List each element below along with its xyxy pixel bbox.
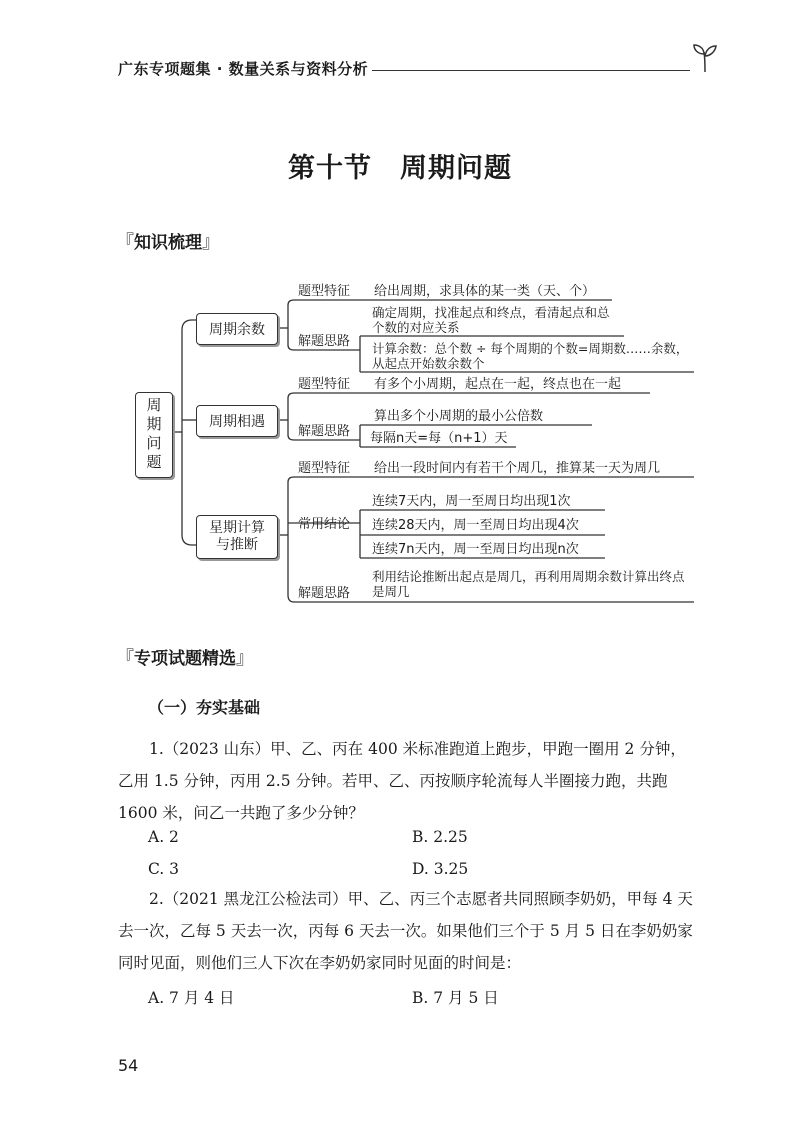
mindmap-b2-method-text-2: 每隔n天=每（n+1）天 bbox=[370, 431, 508, 446]
mindmap-branch-1-label: 周期余数 bbox=[209, 322, 265, 338]
question-2-text: 2.（2021 黑龙江公检法司）甲、乙、丙三个志愿者共同照顾李奶奶，甲每 4 天去一次，乙每 5 天去一次，丙每 6 天去一次。如果他们三个于 5 月 5 日在李奶奶家同时见面，则他们三人下次在李奶奶家同时见面的时间是： bbox=[118, 890, 693, 972]
mindmap-b3-method-text: 利用结论推断出起点是周几，再利用周期余数计算出终点是周几 bbox=[372, 569, 685, 599]
mindmap-b3-conclusion-label: 常用结论 bbox=[298, 517, 351, 532]
running-header: 广东专项题集 · 数量关系与资料分析 bbox=[118, 60, 369, 78]
question-1-option-d: D. 3.25 bbox=[412, 860, 469, 878]
mindmap-branch-1 bbox=[196, 313, 278, 345]
mindmap-b3-method-label: 解题思路 bbox=[298, 586, 351, 601]
section-heading-selected: 『专项试题精选』 bbox=[116, 648, 254, 669]
mindmap-b1-method-text-1: 确定周期，找准起点和终点，看清起点和总个数的对应关系 bbox=[372, 305, 610, 335]
mindmap-branch-3-label: 星期计算与推断 bbox=[209, 520, 265, 553]
mindmap-branch-3 bbox=[196, 515, 278, 559]
mindmap-b2-feature-label: 题型特征 bbox=[298, 377, 351, 392]
mindmap-b3-conclusion-2: 连续28天内，周一至周日均出现4次 bbox=[372, 518, 579, 533]
mindmap-branch-2-label: 周期相遇 bbox=[209, 414, 265, 430]
question-2-option-a: A. 7 月 4 日 bbox=[148, 989, 235, 1007]
mindmap-b3-feature-text: 给出一段时间内有若干个周几，推算某一天为周几 bbox=[374, 461, 661, 476]
page-number: 54 bbox=[118, 1056, 139, 1075]
mindmap-b2-method-label: 解题思路 bbox=[298, 424, 351, 439]
page-title: 第十节 周期问题 bbox=[288, 153, 512, 184]
section-heading-knowledge: 『知识梳理』 bbox=[116, 232, 220, 253]
question-2-option-b: B. 7 月 5 日 bbox=[412, 989, 499, 1007]
section-heading-knowledge-text: 知识梳理 bbox=[134, 233, 202, 253]
question-1-text: 1.（2023 山东）甲、乙、丙在 400 米标准跑道上跑步，甲跑一圈用 2 分钟，乙用 1.5 分钟，丙用 2.5 分钟。若甲、乙、丙按顺序轮流每人半圈接力跑，共跑 1600 米，问乙一共跑了多少分钟？ bbox=[118, 740, 686, 822]
question-1-option-c: C. 3 bbox=[148, 860, 180, 878]
mindmap-b3-conclusion-3: 连续7n天内，周一至周日均出现n次 bbox=[372, 542, 579, 557]
mindmap-branch-2 bbox=[196, 405, 278, 437]
mindmap-b1-method-label: 解题思路 bbox=[298, 334, 351, 349]
mindmap-b2-feature-text: 有多个小周期，起点在一起，终点也在一起 bbox=[374, 377, 622, 392]
mindmap-b2-method-text-1: 算出多个小周期的最小公倍数 bbox=[374, 409, 544, 424]
mindmap-b1-feature-label: 题型特征 bbox=[298, 284, 351, 299]
question-1-option-a: A. 2 bbox=[148, 828, 179, 846]
mindmap-root bbox=[135, 392, 173, 478]
mindmap-b1-feature-text: 给出周期，求具体的某一类（天、个） bbox=[374, 284, 596, 299]
question-1-option-b: B. 2.25 bbox=[412, 828, 468, 846]
mindmap-root-label: 周期问题 bbox=[144, 397, 163, 473]
mindmap-b3-feature-label: 题型特征 bbox=[298, 461, 351, 476]
subsection-heading: （一）夯实基础 bbox=[148, 698, 261, 717]
section-heading-selected-text: 专项试题精选 bbox=[134, 649, 236, 669]
mindmap-b1-method-text-2: 计算余数：总个数 ÷ 每个周期的个数=周期数……余数，从起点开始数余数个 bbox=[372, 341, 689, 371]
mindmap-b3-conclusion-1: 连续7天内，周一至周日均出现1次 bbox=[372, 494, 571, 509]
